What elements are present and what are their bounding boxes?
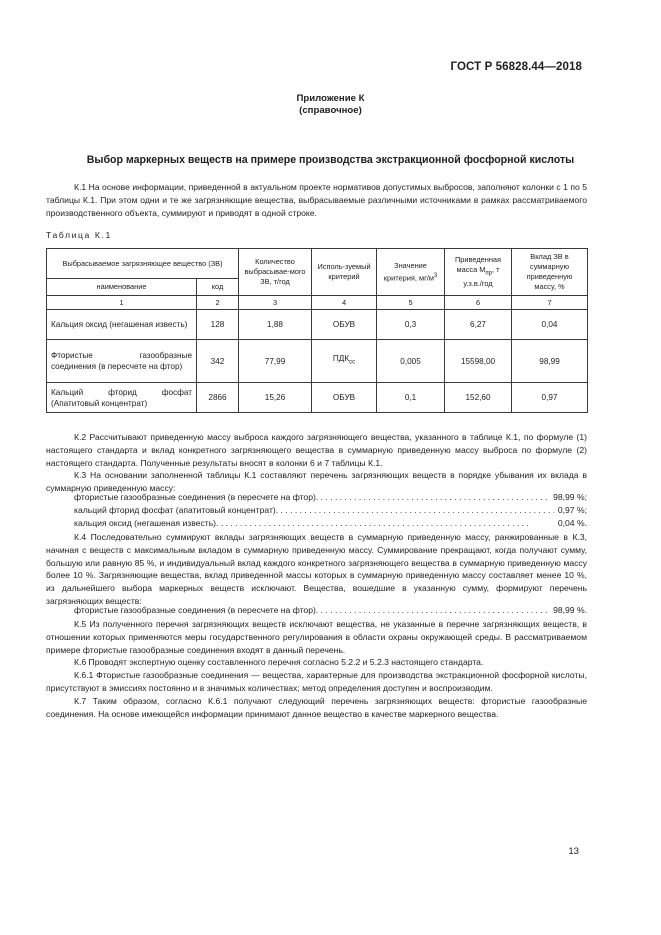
cell-quantity: 15,26: [239, 383, 312, 413]
list-item-value: 0,04 %.: [557, 517, 587, 528]
header-reduced-text: Приведенная масса M: [454, 255, 502, 275]
header-code: код: [197, 279, 239, 296]
header-criterion: Исполь-зуемый критерий: [312, 249, 377, 296]
cell-value: 0,1: [377, 383, 445, 413]
page-number: 13: [568, 846, 579, 857]
cell-value: 0,005: [377, 340, 445, 383]
header-quantity: Количество выбрасывае-мого ЗВ, т/год: [239, 249, 312, 296]
header-name: наименование: [47, 279, 197, 296]
standard-code: ГОСТ Р 56828.44—2018: [450, 61, 582, 73]
paragraph-k4-text: К.4 Последовательно суммируют вклады загрязняющих веществ в суммарную приведенную массу, ранжированные в К.3, начиная с веществ с максимальным вкладом в суммарную приведенную массу. Суммирование прекращают, когда получают сумму, большую или равную 85 %, и индивидуальный вклад каждого конкретного загрязняющего вещества в суммарную приведенную массу более 10 %. Загрязняющие вещества, вклад приведенной массы которых в суммарную приведенную массу составляет менее 10 %, из дальнейшего выбора маркерных веществ исключают. Вещества, вошедшие в указанную сумму, формируют перечень загрязняющих веществ:: [46, 532, 587, 606]
cell-name: Фтористые газообразные соединения (в пересчете на фтор): [47, 340, 197, 383]
index-cell: 6: [445, 296, 512, 310]
header-reduced: [445, 249, 512, 296]
cell-value: 0,3: [377, 310, 445, 340]
paragraph-k2: К.2 Рассчитывают приведенную массу выброса каждого загрязняющего вещества, указанного в таблице К.1, по формуле (1) настоящего стандарта и вклад конкретного загрязняющего вещества в суммарную приведенную массу выброса по формуле (2) настоящего стандарта. Полученные результаты вносят в колонки 6 и 7 таблицы К.1.: [46, 432, 587, 468]
cell-code: 128: [197, 310, 239, 340]
list-item-label: кальций фторид фосфат (апатитовый концентрат): [74, 504, 276, 515]
cell-criterion-sub: сс: [349, 359, 356, 366]
cell-criterion: [312, 340, 377, 383]
list-item-value: 98,99 %;: [553, 492, 587, 502]
cell-share: 98,99: [512, 340, 588, 383]
index-row: [47, 296, 588, 310]
paragraph-k5-k7: [46, 618, 587, 720]
paragraph-k7: К.7 Таким образом, согласно К.6.1 получают следующий перечень загрязняющих веществ: фтористые газообразные соединения. На основе имеющейся информации принимают данное вещество в качестве маркерного вещества.: [46, 695, 587, 719]
paragraph-k5: К.5 Из полученного перечня загрязняющих веществ исключают вещества, не указанные в перечне загрязняющих веществ, в отношении которых применяются меры государственного регулирования в области охраны окружающей среды. В рассматриваемом примере фтористые газообразные соединения входят в данный перечень.: [46, 619, 587, 655]
cell-criterion-text: ОБУВ: [332, 320, 356, 329]
paragraph-k1: [46, 181, 587, 219]
list-item-value: 0,97 %;: [557, 504, 587, 515]
list-item: [74, 491, 587, 504]
cell-share: 0,97: [512, 383, 588, 413]
cell-quantity: 77,99: [239, 340, 312, 383]
paragraph-k1-text: К.1 На основе информации, приведенной в актуальном проекте нормативов допустимых выбросов, заполняют колонки с 1 по 5 таблицы К.1. При этом одни и те же загрязняющие вещества, выбрасываемые различными источниками в рамках рассматриваемого производственного объекта, суммируют и приводят в одной строке.: [46, 182, 587, 218]
table-row: [47, 310, 588, 340]
cell-criterion-text: ОБУВ: [332, 393, 356, 402]
index-cell: 3: [239, 296, 312, 310]
cell-name: Кальция оксид (негашеная известь): [47, 310, 197, 340]
list-item: [74, 504, 587, 517]
list-k3: [74, 491, 587, 529]
table-label: Таблица К.1: [46, 230, 112, 240]
cell-name: Кальций фторид фосфат (Апатитовый концентрат): [47, 383, 197, 413]
index-cell: 5: [377, 296, 445, 310]
header-share: Вклад ЗВ в суммарную приведенную массу, %: [512, 249, 588, 296]
pollutant-table: [46, 248, 588, 413]
header-reduced-sub: пр: [485, 270, 493, 277]
header-pollutant: Выбрасываемое загрязняющее вещество (ЗВ): [47, 249, 239, 279]
cell-reduced: 6,27: [445, 310, 512, 340]
header-reduced-unit: , т у.з.в./год: [463, 265, 500, 288]
cell-reduced: 15598,00: [445, 340, 512, 383]
index-cell: 4: [312, 296, 377, 310]
paragraph-k6-1: К.6.1 Фтористые газообразные соединения — вещества, характерные для производства экстракционной фосфорной кислоты, присутствуют в эмиссиях постоянно и в значимых количествах; метод определения доступен и воспроизводим.: [46, 670, 587, 693]
appendix-subtitle: (справочное): [299, 105, 362, 116]
list-item-label: кальция оксид (негашеная известь): [74, 517, 217, 528]
table-row: [47, 383, 588, 413]
list-item: [74, 604, 587, 617]
section-title: Выбор маркерных веществ на примере производства экстракционной фосфорной кислоты: [86, 154, 575, 166]
paragraph-k6: К.6 Проводят экспертную оценку составленного перечня согласно 5.2.2 и 5.2.3 настоящего стандарта.: [74, 657, 484, 668]
cell-code: 342: [197, 340, 239, 383]
list-k4: [74, 604, 587, 617]
list-item-value: 98,99 %.: [553, 605, 587, 615]
index-cell: 7: [512, 296, 588, 310]
cell-code: 2866: [197, 383, 239, 413]
paragraph-k4: [46, 531, 587, 608]
index-cell: 2: [197, 296, 239, 310]
appendix-heading: [0, 93, 661, 117]
header-value-text: Значение критерия, мг/м: [383, 260, 434, 283]
paragraph-k2-k3: [46, 431, 587, 495]
header-value: [377, 249, 445, 296]
cell-share: 0,04: [512, 310, 588, 340]
list-item-label: фтористые газообразные соединения (в пересчете на фтор): [74, 492, 316, 502]
table-row: [47, 340, 588, 383]
index-cell: 1: [47, 296, 197, 310]
cell-criterion-text: ПДК: [332, 354, 350, 364]
paragraph-k3: К.3 На основании заполненной таблицы К.1 составляют перечень загрязняющих веществ в порядке убывания их вклада в суммарную приведенную массу:: [46, 470, 587, 494]
cell-criterion: [312, 310, 377, 340]
appendix-title: Приложение К: [296, 93, 365, 104]
list-item-label: фтористые газообразные соединения (в пересчете на фтор): [74, 605, 316, 615]
cell-quantity: 1,88: [239, 310, 312, 340]
header-value-sup: 3: [433, 272, 438, 279]
list-item: [74, 517, 587, 530]
cell-criterion: [312, 383, 377, 413]
cell-reduced: 152,60: [445, 383, 512, 413]
